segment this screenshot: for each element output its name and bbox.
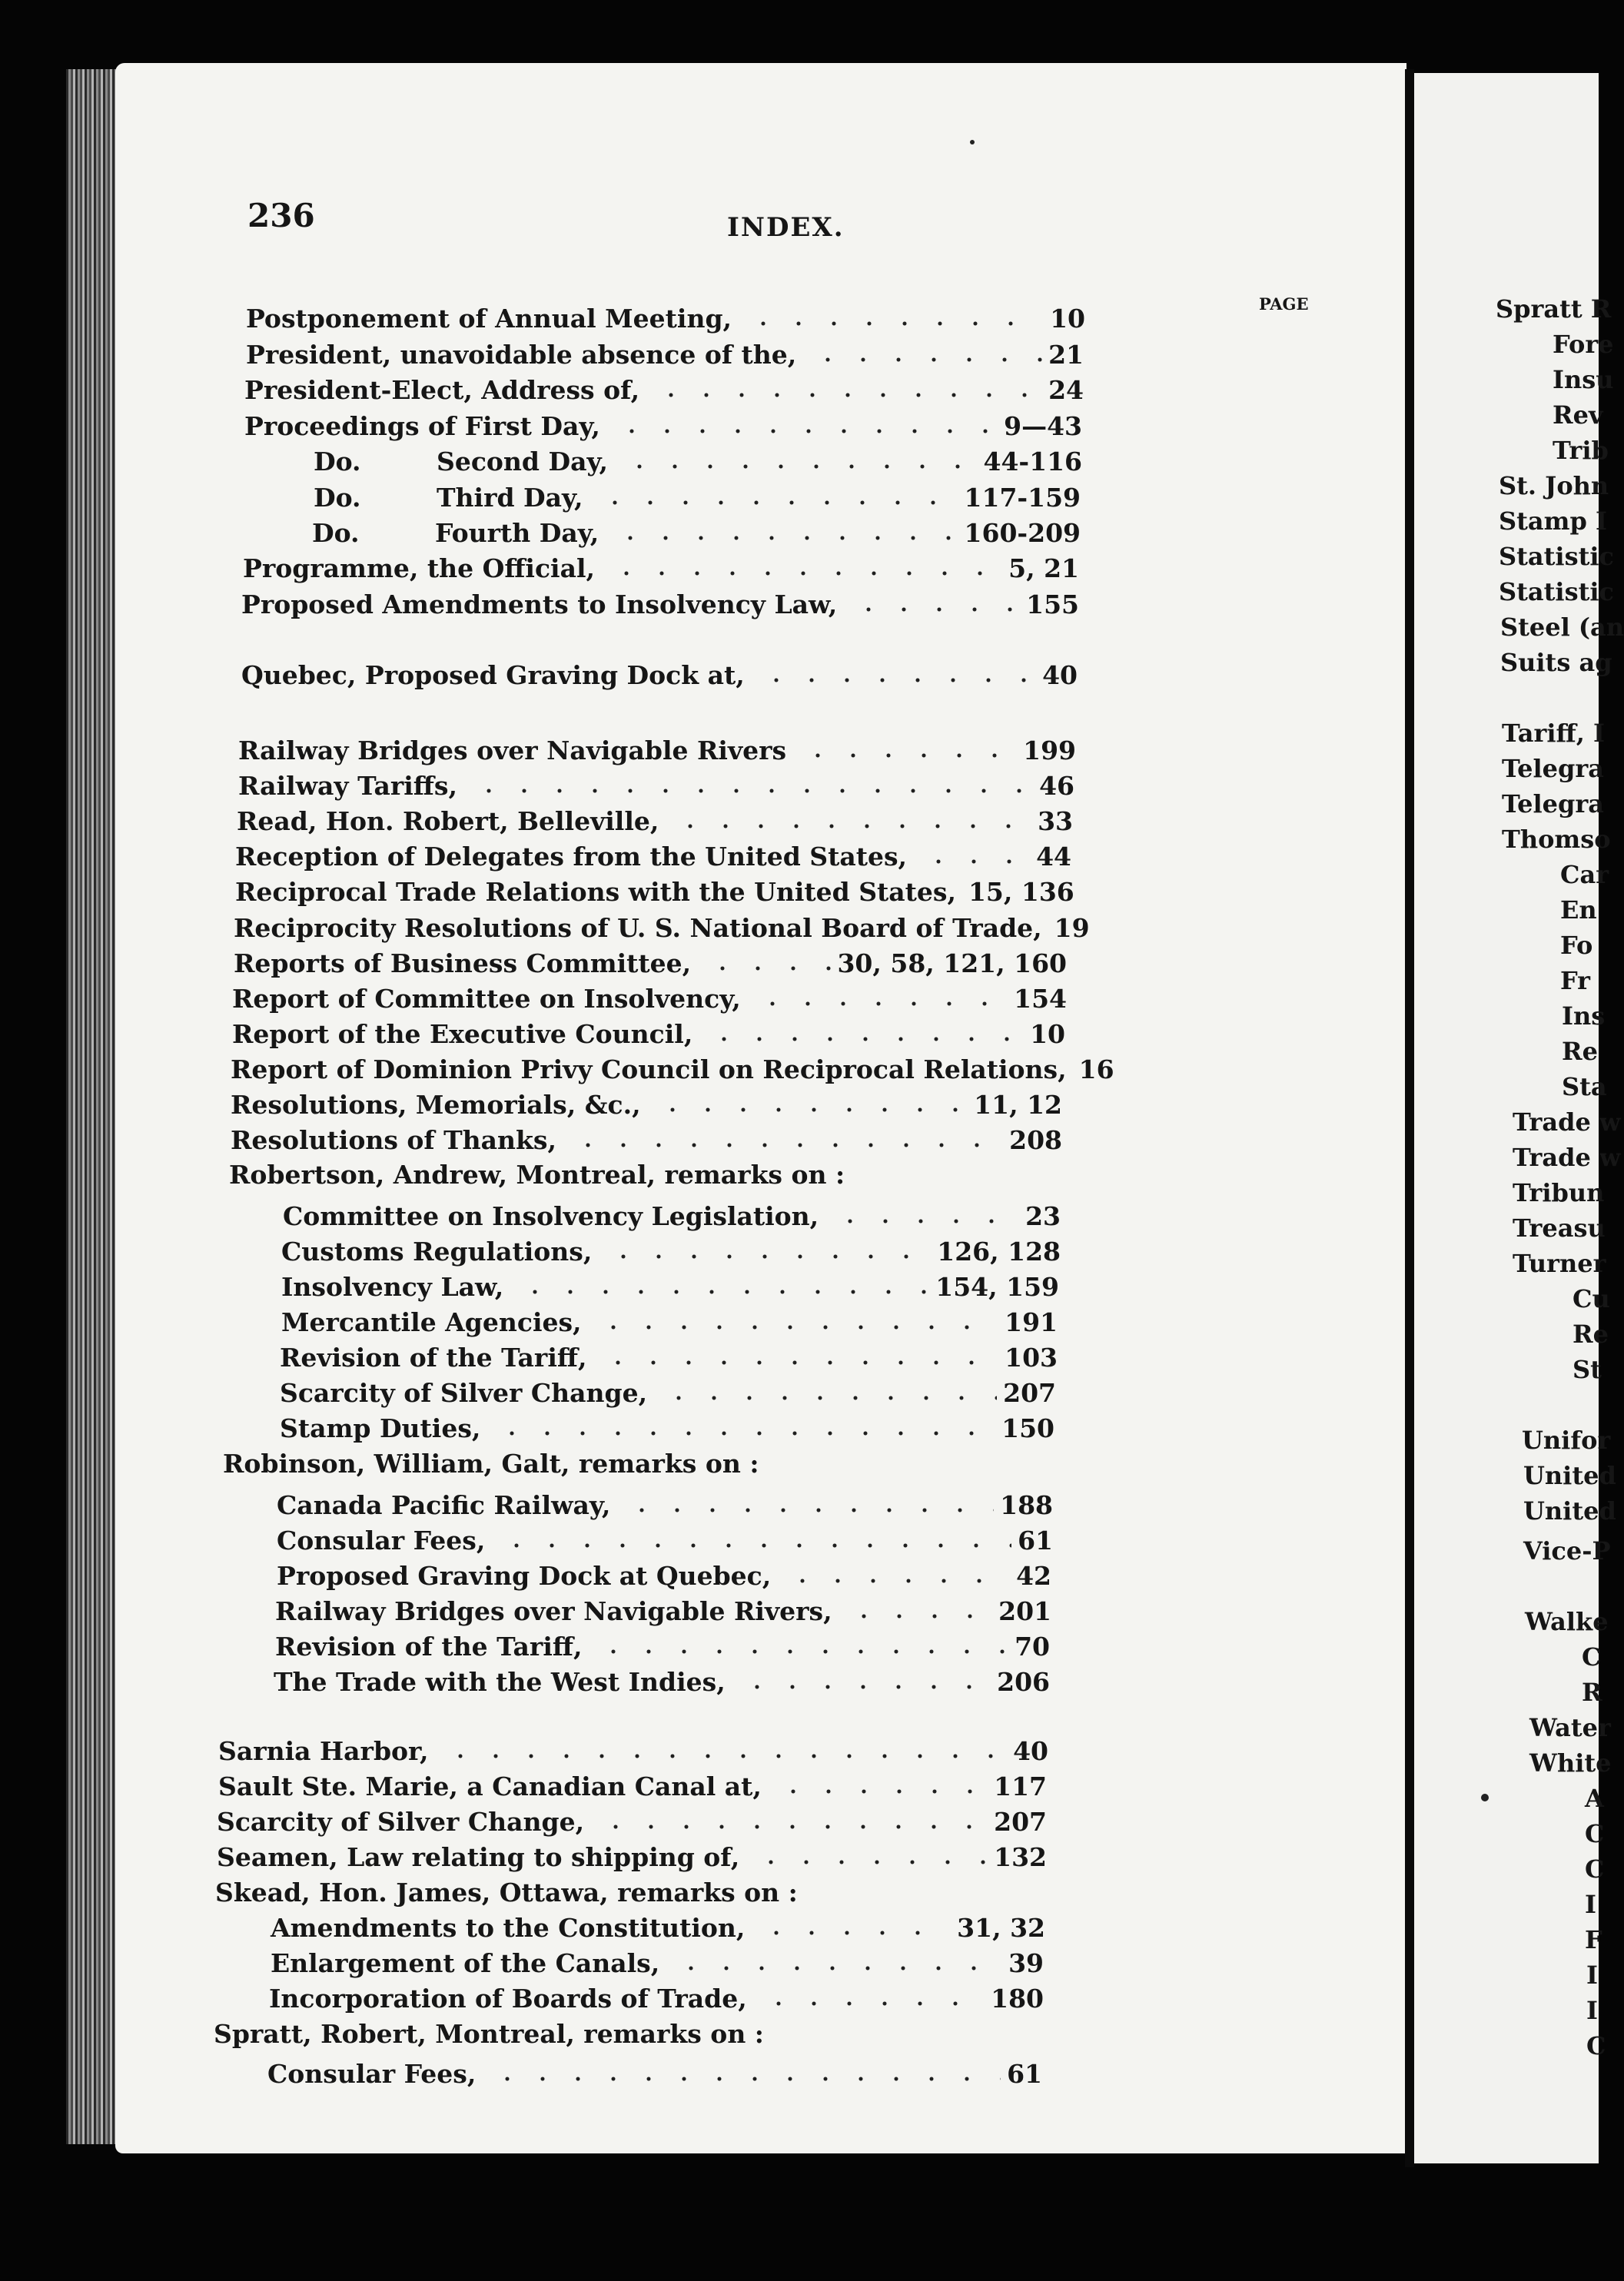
facing-entry: Turner xyxy=(1513,1249,1606,1278)
index-subentry xyxy=(274,1665,1050,1700)
entry-term xyxy=(312,516,599,551)
entry-term: Customs Regulations, xyxy=(281,1237,593,1267)
entry-page: 46 xyxy=(1039,771,1074,801)
facing-entry: Stamp I xyxy=(1499,506,1607,536)
index-entry xyxy=(232,981,1067,1017)
index-entry xyxy=(238,769,1074,804)
entry-term: Report of Dominion Privy Council on Reciprocal Relations, xyxy=(231,1054,1067,1084)
facing-entry: I xyxy=(1585,1890,1596,1919)
facing-entry: C xyxy=(1585,1819,1605,1848)
dot-leader xyxy=(593,1358,998,1367)
dot-leader xyxy=(588,1323,999,1332)
facing-entry: Fore xyxy=(1553,330,1614,359)
entry-page: 70 xyxy=(1015,1632,1050,1662)
entry-page: 155 xyxy=(1026,589,1079,619)
entry-term: Reciprocal Trade Relations with the United States, xyxy=(235,877,956,907)
facing-entry: Tribun xyxy=(1513,1178,1605,1207)
dot-leader xyxy=(665,822,1031,831)
index-subentry xyxy=(271,1946,1044,1981)
dot-leader xyxy=(699,1034,1024,1044)
entry-term: The Trade with the West Indies, xyxy=(274,1667,726,1697)
index-subentry xyxy=(283,1199,1061,1234)
facing-entry: Suits ag xyxy=(1500,648,1612,677)
dot-leader xyxy=(590,1822,988,1831)
entry-page: 117 xyxy=(994,1771,1047,1801)
facing-entry: White xyxy=(1529,1748,1612,1778)
dot-leader xyxy=(825,1217,1019,1226)
entry-page: 11, 12 xyxy=(974,1090,1062,1120)
index-entry xyxy=(232,1017,1065,1052)
entry-term: Reciprocity Resolutions of U. S. National Board of Trade, xyxy=(234,913,1042,943)
facing-entry: Vice-P xyxy=(1523,1536,1611,1565)
facing-entry: Cu xyxy=(1573,1284,1610,1313)
dot-leader xyxy=(653,1393,997,1403)
entry-page: 33 xyxy=(1038,806,1073,836)
entry-term: President-Elect, Address of, xyxy=(244,375,640,405)
entry-page: 16 xyxy=(1078,1054,1114,1084)
dot-leader xyxy=(751,676,1036,685)
dot-leader xyxy=(491,1541,1011,1550)
index-entry xyxy=(235,875,1074,910)
entry-page: 132 xyxy=(994,1842,1047,1872)
entry-term: Railway Bridges over Navigable Rivers, xyxy=(275,1596,832,1626)
entry-term: Committee on Insolvency Legislation, xyxy=(283,1201,819,1231)
index-heading-entry xyxy=(229,1157,845,1193)
entry-page: 207 xyxy=(994,1807,1047,1837)
index-subentry xyxy=(281,1234,1061,1270)
entry-term: Proposed Amendments to Insolvency Law, xyxy=(241,589,838,619)
index-entry xyxy=(244,409,1082,444)
index-subentry xyxy=(277,1488,1053,1523)
entry-page: 61 xyxy=(1007,2059,1042,2089)
facing-entry: Unifor xyxy=(1522,1426,1611,1455)
facing-entry: Statistic xyxy=(1499,542,1614,571)
entry-term: Mercantile Agencies, xyxy=(281,1307,582,1337)
index-entry xyxy=(231,1123,1062,1158)
facing-entry: R xyxy=(1582,1678,1602,1707)
ditto-mark: Do. xyxy=(312,518,360,548)
index-entry xyxy=(246,301,1085,337)
entry-page: 201 xyxy=(998,1596,1051,1626)
facing-entry: En xyxy=(1560,895,1597,925)
entry-page: 160-209 xyxy=(964,518,1081,548)
facing-entry: I xyxy=(1586,1996,1598,2025)
dot-leader xyxy=(482,2074,1001,2083)
index-subentry xyxy=(280,1411,1054,1446)
entry-term: Quebec, Proposed Graving Dock at, xyxy=(241,660,745,690)
entry-page: 40 xyxy=(1013,1736,1048,1766)
entry-term: Stamp Duties, xyxy=(280,1413,481,1443)
entry-term: Report of Committee on Insolvency, xyxy=(232,984,741,1014)
entry-term: Report of the Executive Council, xyxy=(232,1019,693,1049)
index-entry xyxy=(246,337,1084,373)
entry-page: 199 xyxy=(1023,735,1076,765)
index-subentry xyxy=(269,1981,1044,2017)
entry-term: Consular Fees, xyxy=(267,2059,477,2089)
entry-page: 207 xyxy=(1003,1378,1056,1408)
entry-term: Scarcity of Silver Change, xyxy=(280,1378,648,1408)
page-title: INDEX. xyxy=(727,212,845,243)
dot-leader xyxy=(738,319,1044,328)
entry-page: 180 xyxy=(991,1984,1044,2014)
dot-leader xyxy=(487,1429,995,1438)
facing-entry: Fo xyxy=(1560,931,1593,960)
facing-entry: Trade w xyxy=(1513,1143,1621,1172)
facing-entry: Trib xyxy=(1553,436,1609,465)
dot-leader xyxy=(606,427,998,436)
index-subentry xyxy=(277,1559,1051,1594)
entry-term: Amendments to the Constitution, xyxy=(271,1913,746,1943)
facing-entry: United xyxy=(1523,1496,1616,1526)
index-heading-entry xyxy=(223,1446,759,1482)
index-subentry xyxy=(281,1270,1059,1305)
entry-page: 103 xyxy=(1005,1343,1058,1373)
index-subentry xyxy=(275,1594,1051,1629)
facing-entry: Re xyxy=(1562,1037,1598,1066)
facing-entry: C xyxy=(1585,1854,1605,1884)
entry-page: 40 xyxy=(1042,660,1078,690)
entry-page: 188 xyxy=(1000,1490,1053,1520)
facing-entry: F xyxy=(1585,1925,1602,1954)
entry-term: Seamen, Law relating to shipping of, xyxy=(217,1842,740,1872)
facing-entry: Thomso xyxy=(1502,825,1611,854)
facing-entry: Spratt R xyxy=(1496,294,1612,324)
dot-leader xyxy=(646,390,1042,400)
ditto-mark: Do. xyxy=(314,447,361,476)
dot-leader xyxy=(666,1964,1002,1973)
dot-leader xyxy=(768,1787,988,1796)
index-entry xyxy=(314,444,1082,480)
entry-page: 24 xyxy=(1048,375,1084,405)
index-subentry xyxy=(280,1340,1058,1376)
entry-page: 44 xyxy=(1036,842,1071,872)
index-entry xyxy=(243,551,1079,586)
entry-page: 9—43 xyxy=(1004,411,1082,441)
facing-entry: A xyxy=(1585,1784,1604,1813)
dot-leader xyxy=(753,1999,985,2008)
index-entry xyxy=(241,658,1078,693)
facing-entry: C xyxy=(1582,1642,1602,1672)
facing-entry: Rev xyxy=(1553,400,1603,430)
entry-term: Canada Pacific Railway, xyxy=(277,1490,611,1520)
entry-term xyxy=(314,480,583,516)
dot-leader xyxy=(563,1140,1003,1150)
entry-term: Railway Bridges over Navigable Rivers xyxy=(238,735,787,765)
facing-entry: Re xyxy=(1573,1320,1609,1349)
entry-term: Insolvency Law, xyxy=(281,1272,504,1302)
entry-term: Skead, Hon. James, Ottawa, remarks on : xyxy=(215,1878,798,1907)
dot-leader xyxy=(616,1506,994,1515)
index-entry xyxy=(234,946,1067,981)
entry-page: 10 xyxy=(1030,1019,1065,1049)
entry-page: 126, 128 xyxy=(937,1237,1061,1267)
entry-term: Resolutions of Thanks, xyxy=(231,1125,556,1155)
entry-page: 42 xyxy=(1016,1561,1051,1591)
index-entry xyxy=(238,733,1076,769)
facing-entry: Insu xyxy=(1553,365,1614,394)
entry-term: Reports of Business Committee, xyxy=(234,948,692,978)
ditto-mark: Do. xyxy=(314,483,361,513)
index-entry xyxy=(237,804,1073,839)
entry-term: Revision of the Tariff, xyxy=(280,1343,587,1373)
dot-leader xyxy=(751,1928,951,1937)
entry-page: 39 xyxy=(1008,1948,1044,1978)
facing-entry: Ins xyxy=(1562,1001,1606,1031)
dot-leader xyxy=(777,1576,1010,1585)
index-entry xyxy=(218,1769,1047,1805)
facing-entry: Walke xyxy=(1525,1607,1609,1636)
entry-term: Enlargement of the Canals, xyxy=(271,1948,660,1978)
entry-page: 19 xyxy=(1054,913,1090,943)
facing-entry: I xyxy=(1586,1961,1598,1990)
dot-leader xyxy=(747,999,1008,1008)
facing-entry: Trade w xyxy=(1513,1107,1621,1137)
entry-page: 117-159 xyxy=(964,483,1081,513)
facing-page-text xyxy=(1416,0,1624,2281)
entry-term: Proposed Graving Dock at Quebec, xyxy=(277,1561,772,1591)
dot-leader xyxy=(435,1751,1008,1761)
index-entry xyxy=(241,587,1079,623)
entry-term: Robertson, Andrew, Montreal, remarks on : xyxy=(229,1160,845,1190)
dot-leader xyxy=(802,355,1042,364)
facing-entry: St xyxy=(1573,1355,1602,1384)
index-subentry xyxy=(277,1523,1053,1559)
facing-entry: St. John xyxy=(1499,471,1609,500)
page-gutter xyxy=(1405,69,1414,2167)
index-heading-entry xyxy=(214,2017,764,2052)
facing-entry: Car xyxy=(1560,860,1609,889)
index-entry xyxy=(217,1840,1047,1875)
entry-page: 21 xyxy=(1048,340,1084,370)
entry-term: Sarnia Harbor, xyxy=(218,1736,429,1766)
entry-subterm: Fourth Day, xyxy=(435,518,599,548)
page-column-label: PAGE xyxy=(1259,294,1309,314)
facing-entry: Statistic xyxy=(1499,577,1614,606)
entry-page: 208 xyxy=(1009,1125,1062,1155)
entry-page: 10 xyxy=(1050,304,1085,334)
dot-leader xyxy=(647,1105,968,1114)
page-number: 236 xyxy=(247,197,315,234)
dot-leader xyxy=(792,751,1017,760)
facing-entry: Sta xyxy=(1562,1072,1607,1101)
dot-leader xyxy=(589,498,958,507)
facing-entry: Fr xyxy=(1560,966,1591,995)
entry-term: Proceedings of First Day, xyxy=(244,411,600,441)
dot-leader xyxy=(843,605,1020,614)
dot-leader xyxy=(839,1612,993,1621)
facing-entry: Steel (an xyxy=(1500,613,1624,642)
dot-leader xyxy=(588,1647,1008,1656)
entry-term: Scarcity of Silver Change, xyxy=(217,1807,585,1837)
entry-term: Read, Hon. Robert, Belleville, xyxy=(237,806,659,836)
dot-leader xyxy=(732,1682,991,1692)
index-subentry xyxy=(275,1629,1050,1665)
entry-term: Programme, the Official, xyxy=(243,553,595,583)
entry-page: 31, 32 xyxy=(957,1913,1045,1943)
facing-entry: United xyxy=(1523,1461,1616,1490)
dot-leader xyxy=(598,1252,931,1261)
dot-leader xyxy=(913,857,1030,866)
entry-term: Robinson, William, Galt, remarks on : xyxy=(223,1449,759,1479)
entry-term: Spratt, Robert, Montreal, remarks on : xyxy=(214,2019,764,2049)
index-subentry xyxy=(280,1376,1056,1411)
index-entry xyxy=(218,1734,1048,1769)
index-entry xyxy=(231,1087,1062,1123)
entry-term: Railway Tariffs, xyxy=(238,771,457,801)
entry-term: Reception of Delegates from the United States, xyxy=(235,842,908,872)
index-entry xyxy=(234,911,1090,946)
index-entry xyxy=(312,516,1081,551)
entry-page: 154 xyxy=(1014,984,1067,1014)
index-entry xyxy=(244,373,1084,408)
dot-leader xyxy=(510,1287,929,1297)
entry-page: 206 xyxy=(997,1667,1050,1697)
facing-entry: Water xyxy=(1529,1713,1611,1742)
index-entry xyxy=(235,839,1071,875)
dot-leader xyxy=(697,964,831,973)
entry-page: 30, 58, 121, 160 xyxy=(837,948,1067,978)
entry-term: Revision of the Tariff, xyxy=(275,1632,583,1662)
facing-entry: Telegra xyxy=(1502,789,1604,818)
index-heading-entry xyxy=(215,1875,798,1911)
dot-leader xyxy=(601,569,1002,578)
dot-leader xyxy=(614,462,977,471)
entry-term: President, unavoidable absence of the, xyxy=(246,340,797,370)
facing-entry: C xyxy=(1586,2031,1606,2060)
index-entry xyxy=(314,480,1081,516)
entry-term xyxy=(314,444,608,480)
entry-page: 15, 136 xyxy=(968,877,1074,907)
entry-term: Sault Ste. Marie, a Canadian Canal at, xyxy=(218,1771,762,1801)
entry-page: 44-116 xyxy=(983,447,1082,476)
entry-term: Consular Fees, xyxy=(277,1526,486,1556)
entry-term: Resolutions, Memorials, &c., xyxy=(231,1090,641,1120)
entry-term: Postponement of Annual Meeting, xyxy=(246,304,732,334)
entry-page: 61 xyxy=(1018,1526,1053,1556)
entry-subterm: Third Day, xyxy=(437,483,583,513)
entry-page: 5, 21 xyxy=(1008,553,1079,583)
dot-leader xyxy=(605,533,958,543)
entry-subterm: Second Day, xyxy=(437,447,608,476)
entry-page: 154, 159 xyxy=(935,1272,1059,1302)
entry-page: 191 xyxy=(1005,1307,1058,1337)
entry-page: 23 xyxy=(1025,1201,1061,1231)
dot-leader xyxy=(463,786,1033,795)
index-subentry xyxy=(267,2057,1042,2092)
entry-page: 150 xyxy=(1001,1413,1054,1443)
facing-entry: Telegra xyxy=(1502,754,1604,783)
index-subentry xyxy=(281,1305,1058,1340)
dot-leader xyxy=(746,1858,988,1867)
index-entry xyxy=(217,1805,1047,1840)
facing-entry: Treasu xyxy=(1513,1214,1606,1243)
index-subentry xyxy=(271,1911,1045,1946)
index-entry xyxy=(231,1052,1114,1087)
entry-term: Incorporation of Boards of Trade, xyxy=(269,1984,747,2014)
facing-entry: Tariff, I xyxy=(1502,719,1606,748)
